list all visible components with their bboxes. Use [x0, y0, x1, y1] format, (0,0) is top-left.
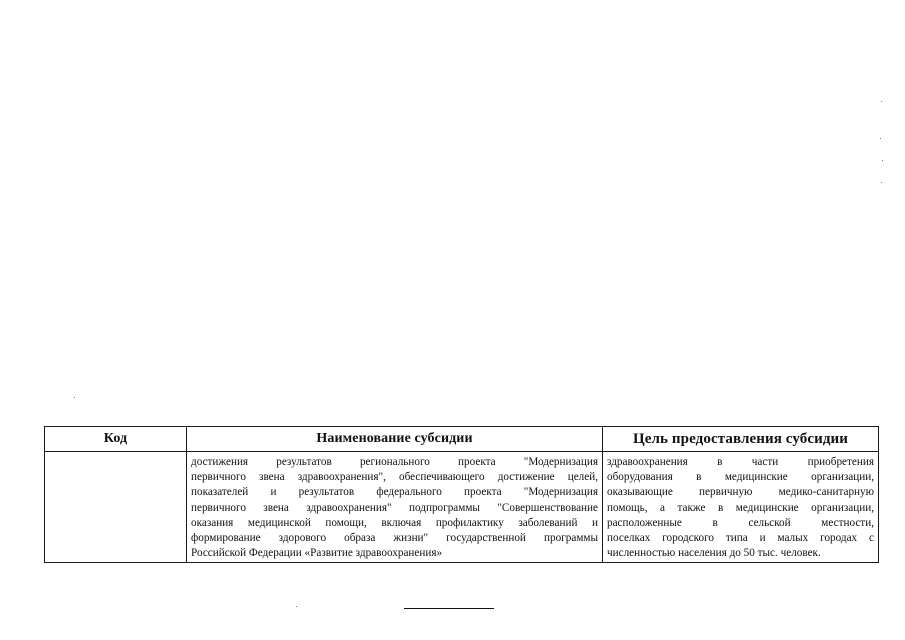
scan-speck	[882, 160, 883, 161]
scan-speck	[296, 606, 297, 607]
subsidy-name-line: оказания медицинской помощи, включая профилактику заболеваний и	[191, 516, 598, 529]
subsidy-name-line: Российской Федерации «Развитие здравоохранения»	[191, 547, 443, 560]
subsidy-goal-line: оборудования в медицинские организации,	[607, 471, 874, 484]
subsidy-name-line: показателей и результатов федерального проекта "Модернизация	[191, 486, 598, 499]
table-row	[45, 452, 879, 563]
cell-code	[45, 452, 187, 563]
footnote-separator	[404, 608, 494, 609]
header-code: Код	[45, 427, 187, 452]
subsidy-name-line: достижения результатов регионального проекта "Модернизация	[191, 456, 598, 468]
subsidy-goal-line: помощь, а также в медицинские организации,	[607, 501, 874, 514]
subsidy-goal-line: здравоохранения в части приобретения	[607, 456, 874, 468]
subsidy-name-line: первичного звена здравоохранения" подпрограммы "Совершенствование	[191, 501, 598, 514]
cell-subsidy-goal	[603, 452, 879, 563]
subsidy-goal-line: расположенные в сельской местности,	[607, 516, 874, 529]
subsidy-name-line: первичного звена здравоохранения", обеспечивающего достижение целей,	[191, 471, 598, 484]
scan-speck	[74, 397, 75, 398]
scan-speck	[881, 182, 882, 183]
header-subsidy-name: Наименование субсидии	[187, 427, 603, 452]
subsidy-name-line: формирование здорового образа жизни" государственной программы	[191, 532, 598, 545]
subsidy-table	[44, 426, 879, 563]
table-header-row	[45, 427, 879, 452]
scan-speck	[881, 101, 882, 102]
subsidy-goal-line: оказывающие первичную медико-санитарную	[607, 486, 874, 499]
subsidy-goal-line: поселках городского типа и малых городах с	[607, 532, 874, 545]
cell-subsidy-name	[187, 452, 603, 563]
subsidy-goal-line: численностью населения до 50 тыс. человек.	[607, 547, 821, 560]
header-subsidy-goal: Цель предоставления субсидии	[603, 427, 879, 452]
scan-speck	[880, 138, 881, 139]
